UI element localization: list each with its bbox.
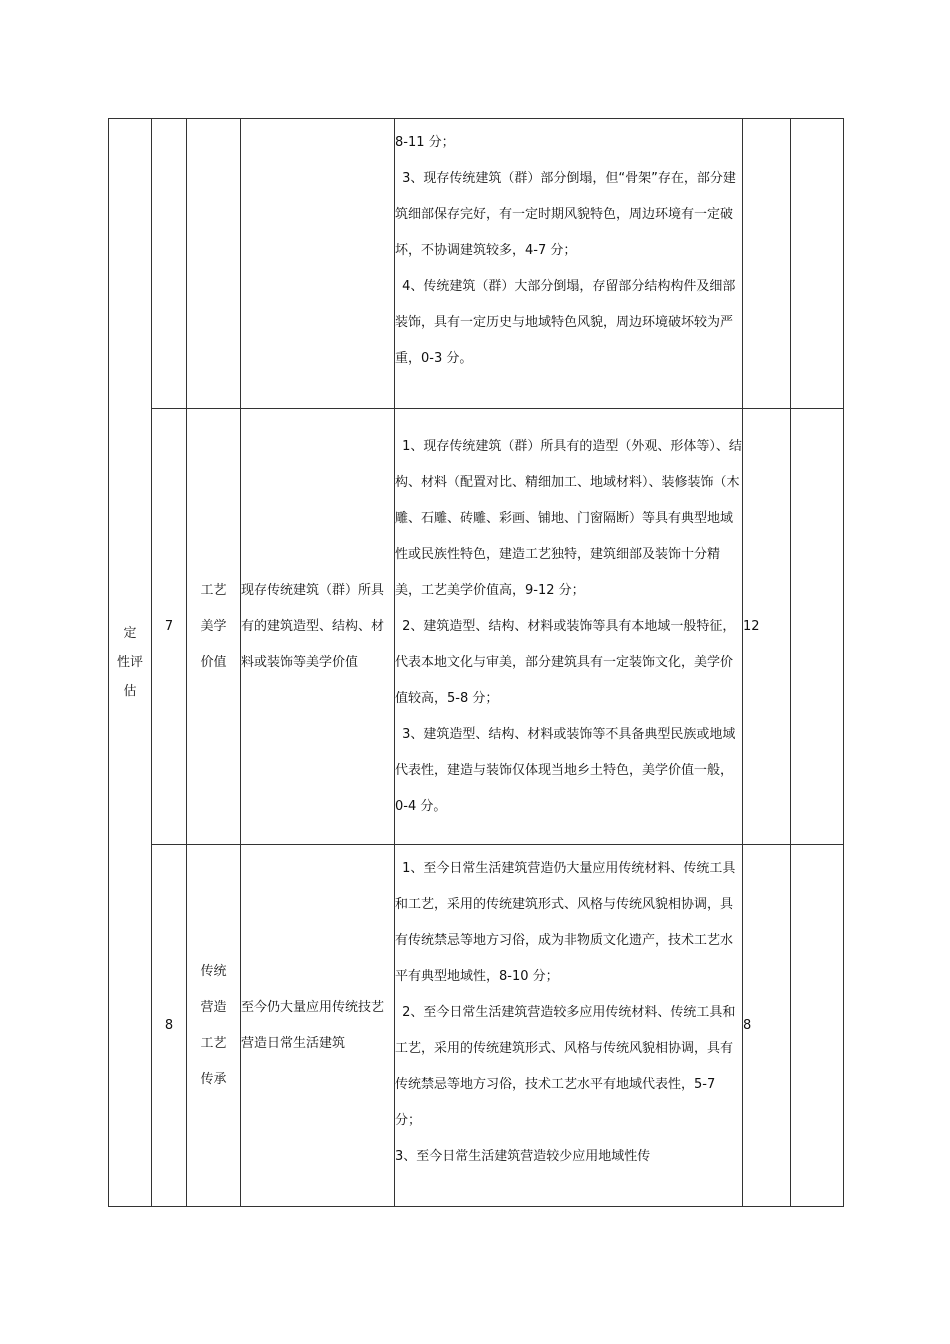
criteria-text: 1、现存传统建筑（群）所具有的造型（外观、形体等）、结构、材料（配置对比、精细加工、地域材料）、装修装饰（木雕、石雕、砖雕、彩画、铺地、门窗隔断）等具有典型地域性或民族性特色，建造工艺独特，建筑细部及装饰十分精美，工艺美学价值高，9-12 分； (395, 438, 742, 598)
category-cell (109, 119, 152, 1207)
criteria-text: 3、建筑造型、结构、材料或装饰等不具备典型民族或地域代表性，建造与装饰仅体现当地乡土特色，美学价值一般，0-4 分。 (395, 726, 736, 814)
criteria-cell (395, 845, 743, 1207)
item-description: 至今仍大量应用传统技艺营造日常生活建筑 (241, 845, 395, 1207)
criteria-text: 2、至今日常生活建筑营造较多应用传统材料、传统工具和工艺，采用的传统建筑形式、风格与传统风貌相协调，具有传统禁忌等地方习俗，技术工艺水平有地域代表性，5-7 分； (395, 1005, 736, 1128)
item-name-line: 美学 (200, 618, 227, 634)
table-row (109, 119, 844, 409)
criteria-text: 3、现存传统建筑（群）部分倒塌，但“骨架”存在，部分建筑细部保存完好，有一定时期风貌特色，周边环境有一定破坏，不协调建筑较多，4-7 分； (395, 171, 736, 258)
item-number (152, 119, 187, 409)
item-number: 8 (152, 845, 187, 1207)
item-description: 现存传统建筑（群）所具有的建筑造型、结构、材料或装饰等美学价值 (241, 409, 395, 845)
item-number: 7 (152, 409, 187, 845)
item-name (187, 119, 241, 409)
category-line: 估 (123, 684, 137, 699)
item-name-line: 工艺 (200, 582, 227, 598)
item-description (241, 119, 395, 409)
item-name (187, 845, 241, 1207)
criteria-text: 4、传统建筑（群）大部分倒塌，存留部分结构构件及细部装饰，具有一定历史与地域特色风貌，周边环境破坏较为严重，0-3 分。 (395, 279, 736, 366)
category-line: 性评 (116, 655, 143, 670)
criteria-cell (395, 119, 743, 409)
item-name-line: 传承 (200, 1071, 227, 1087)
item-name-line: 营造 (200, 999, 227, 1015)
criteria-text: 8-11 分； (395, 135, 455, 150)
table-row (109, 845, 844, 1207)
score-cell: 8 (743, 845, 791, 1207)
table-row (109, 409, 844, 845)
criteria-cell (395, 409, 743, 845)
criteria-text: 2、建筑造型、结构、材料或装饰等具有本地域一般特征，代表本地文化与审美，部分建筑具有一定装饰文化，美学价值较高，5-8 分； (395, 618, 736, 706)
criteria-text: 3、至今日常生活建筑营造较少应用地域性传 (395, 1149, 651, 1164)
item-name-line: 价值 (200, 654, 227, 670)
blank-cell (791, 409, 844, 845)
score-cell: 12 (743, 409, 791, 845)
item-name-line: 传统 (200, 963, 227, 979)
item-name (187, 409, 241, 845)
evaluation-table (108, 118, 844, 1207)
blank-cell (791, 119, 844, 409)
blank-cell (791, 845, 844, 1207)
criteria-text: 1、至今日常生活建筑营造仍大量应用传统材料、传统工具和工艺，采用的传统建筑形式、风格与传统风貌相协调，具有传统禁忌等地方习俗，成为非物质文化遗产，技术工艺水平有典型地域性，8-10 分； (395, 861, 736, 984)
category-line: 定 (123, 626, 137, 641)
item-name-line: 工艺 (200, 1035, 227, 1051)
score-cell (743, 119, 791, 409)
